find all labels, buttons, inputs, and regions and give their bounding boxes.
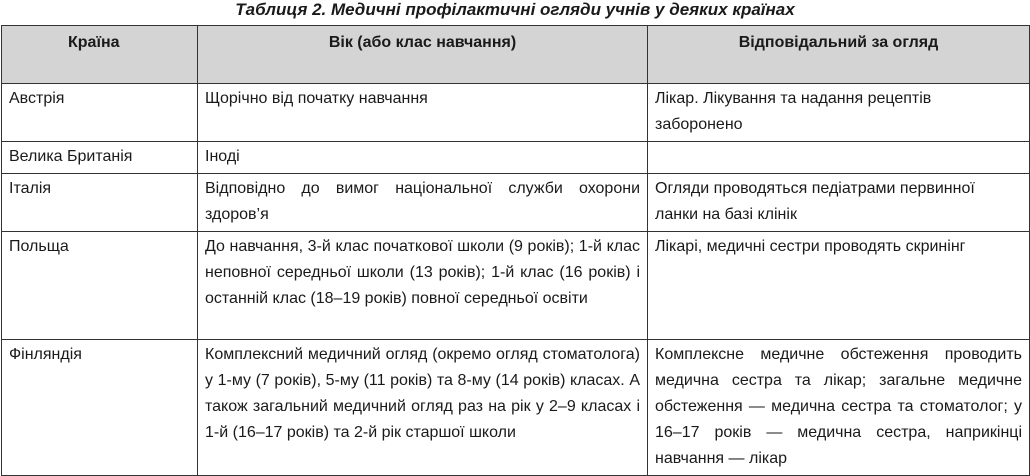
- cell-age: Відповідно до вимог національної служби охорони здоров’я: [198, 174, 648, 232]
- cell-country: Італія: [2, 174, 198, 232]
- column-header-responsible: Відповідальний за огляд: [648, 26, 1030, 84]
- table-row: [2, 232, 1030, 340]
- cell-age: Комплексний медичний огляд (окремо огляд стоматолога) у 1-му (7 років), 5-му (11 років) та 8-му (14 років) класах. А також загальний медичний огляд раз на рік у 2–9 класах і 1-й (16–17 років) та 2-й рік старшої школи: [198, 340, 648, 476]
- table-row: [2, 142, 1030, 174]
- table-header-row: [2, 26, 1030, 84]
- table-row: [2, 174, 1030, 232]
- cell-responsible: Огляди проводяться педіатрами первинної ланки на базі клінік: [648, 174, 1030, 232]
- cell-responsible: Комплексне медичне обстеження проводить медична сестра та лікар; загальне медичне обстеження — медична сестра та стоматолог; у 16–17 років — медична сестра, наприкінці навчання — лікар: [648, 340, 1030, 476]
- cell-responsible: [648, 142, 1030, 174]
- table-caption: Таблиця 2. Медичні профілактичні огляди учнів у деяких країнах: [235, 0, 795, 19]
- cell-country: Фінляндія: [2, 340, 198, 476]
- column-header-country: Країна: [2, 26, 198, 84]
- cell-responsible: Лікарі, медичні сестри проводять скринінг: [648, 232, 1030, 340]
- cell-age: Щорічно від початку навчання: [198, 84, 648, 142]
- table-row: [2, 84, 1030, 142]
- cell-country: Велика Британія: [2, 142, 198, 174]
- cell-age: До навчання, 3-й клас початкової школи (9 років); 1-й клас неповної середньої школи (13 років); 1-й клас (16 років) і останній клас (18–19 років) повної середньої освіти: [198, 232, 648, 340]
- column-header-age: Вік (або клас навчання): [198, 26, 648, 84]
- cell-country: Австрія: [2, 84, 198, 142]
- cell-age: Іноді: [198, 142, 648, 174]
- table-row: [2, 340, 1030, 476]
- cell-country: Польща: [2, 232, 198, 340]
- screening-table: [1, 25, 1030, 476]
- cell-responsible: Лікар. Лікування та надання рецептів заборонено: [648, 84, 1030, 142]
